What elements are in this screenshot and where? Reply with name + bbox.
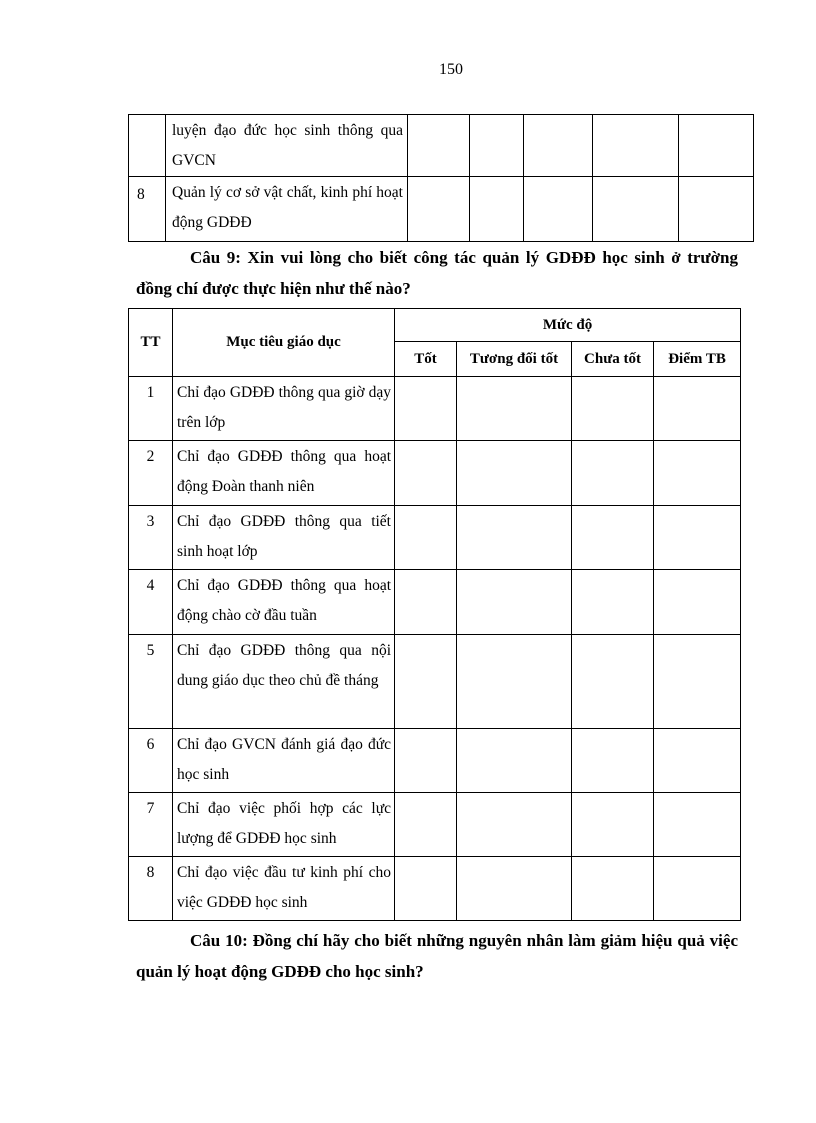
- continued-survey-table: [128, 114, 754, 242]
- answer-cell[interactable]: [654, 635, 741, 729]
- answer-cell[interactable]: [654, 377, 741, 441]
- answer-cell[interactable]: [679, 177, 754, 242]
- answer-cell[interactable]: [572, 377, 654, 441]
- row-number-cell: 4: [129, 570, 173, 635]
- answer-cell[interactable]: [654, 441, 741, 506]
- header-not-good: Chưa tốt: [572, 342, 654, 377]
- row-number-cell: 1: [129, 377, 173, 441]
- page-number: 150: [439, 61, 463, 78]
- answer-cell[interactable]: [395, 441, 457, 506]
- answer-cell[interactable]: [572, 441, 654, 506]
- answer-cell[interactable]: [395, 635, 457, 729]
- row-number-cell: 7: [129, 793, 173, 857]
- answer-cell[interactable]: [593, 177, 679, 242]
- table-row: [129, 857, 741, 921]
- goal-cell: Chỉ đạo GDĐĐ thông qua tiết sinh hoạt lớp: [173, 506, 395, 570]
- row-number-cell: 5: [129, 635, 173, 729]
- answer-cell[interactable]: [395, 506, 457, 570]
- row-number-cell: 2: [129, 441, 173, 506]
- answer-cell[interactable]: [395, 857, 457, 921]
- table-row: [129, 377, 741, 441]
- answer-cell[interactable]: [395, 729, 457, 793]
- answer-cell[interactable]: [457, 857, 572, 921]
- header-fairly-good: Tương đối tốt: [457, 342, 572, 377]
- table-row: [129, 177, 754, 242]
- table-row: [129, 570, 741, 635]
- table-row: [129, 506, 741, 570]
- row-number-cell: 8: [129, 177, 166, 242]
- answer-cell[interactable]: [572, 857, 654, 921]
- table-row: [129, 441, 741, 506]
- answer-cell[interactable]: [593, 115, 679, 177]
- row-number-cell: 6: [129, 729, 173, 793]
- answer-cell[interactable]: [457, 793, 572, 857]
- answer-cell[interactable]: [457, 506, 572, 570]
- row-number-cell: 8: [129, 857, 173, 921]
- goal-cell: Chỉ đạo việc đầu tư kinh phí cho việc GDĐĐ học sinh: [173, 857, 395, 921]
- answer-cell[interactable]: [654, 857, 741, 921]
- answer-cell[interactable]: [395, 377, 457, 441]
- header-tt: TT: [129, 309, 173, 377]
- question-9-table: [128, 308, 741, 921]
- row-content-cell: Quản lý cơ sở vật chất, kinh phí hoạt động GDĐĐ: [166, 177, 408, 242]
- answer-cell[interactable]: [572, 570, 654, 635]
- answer-cell[interactable]: [572, 506, 654, 570]
- goal-cell: Chỉ đạo GDĐĐ thông qua nội dung giáo dục theo chủ đề tháng: [173, 635, 395, 729]
- header-goal: Mục tiêu giáo dục: [173, 309, 395, 377]
- answer-cell[interactable]: [457, 570, 572, 635]
- answer-cell[interactable]: [470, 115, 524, 177]
- answer-cell[interactable]: [679, 115, 754, 177]
- answer-cell[interactable]: [457, 441, 572, 506]
- row-number-cell: [129, 115, 166, 177]
- row-number-cell: 3: [129, 506, 173, 570]
- goal-cell: Chỉ đạo GDĐĐ thông qua giờ dạy trên lớp: [173, 377, 395, 441]
- answer-cell[interactable]: [457, 635, 572, 729]
- answer-cell[interactable]: [654, 793, 741, 857]
- answer-cell[interactable]: [395, 793, 457, 857]
- header-row: [129, 309, 741, 342]
- answer-cell[interactable]: [654, 729, 741, 793]
- goal-cell: Chỉ đạo GVCN đánh giá đạo đức học sinh: [173, 729, 395, 793]
- answer-cell[interactable]: [572, 635, 654, 729]
- answer-cell[interactable]: [654, 506, 741, 570]
- table-row: [129, 793, 741, 857]
- answer-cell[interactable]: [572, 793, 654, 857]
- answer-cell[interactable]: [408, 177, 470, 242]
- answer-cell[interactable]: [470, 177, 524, 242]
- header-avg-score: Điểm TB: [654, 342, 741, 377]
- answer-cell[interactable]: [395, 570, 457, 635]
- answer-cell[interactable]: [524, 177, 593, 242]
- answer-cell[interactable]: [457, 729, 572, 793]
- question-10: Câu 10: Đồng chí hãy cho biết những nguyên nhân làm giảm hiệu quả việc quản lý hoạt động GDĐĐ cho học sinh?: [136, 931, 738, 981]
- answer-cell[interactable]: [524, 115, 593, 177]
- answer-cell[interactable]: [572, 729, 654, 793]
- table-row: [129, 115, 754, 177]
- table-row: [129, 729, 741, 793]
- answer-cell[interactable]: [654, 570, 741, 635]
- goal-cell: Chỉ đạo việc phối hợp các lực lượng để GDĐĐ học sinh: [173, 793, 395, 857]
- header-good: Tốt: [395, 342, 457, 377]
- table-row: [129, 635, 741, 729]
- question-9: Câu 9: Xin vui lòng cho biết công tác quản lý GDĐĐ học sinh ở trường đồng chí được thực hiện như thế nào?: [136, 248, 738, 298]
- answer-cell[interactable]: [457, 377, 572, 441]
- header-level: Mức độ: [395, 309, 741, 342]
- goal-cell: Chỉ đạo GDĐĐ thông qua hoạt động Đoàn thanh niên: [173, 441, 395, 506]
- goal-cell: Chỉ đạo GDĐĐ thông qua hoạt động chào cờ đầu tuần: [173, 570, 395, 635]
- row-content-cell: luyện đạo đức học sinh thông qua GVCN: [166, 115, 408, 177]
- answer-cell[interactable]: [408, 115, 470, 177]
